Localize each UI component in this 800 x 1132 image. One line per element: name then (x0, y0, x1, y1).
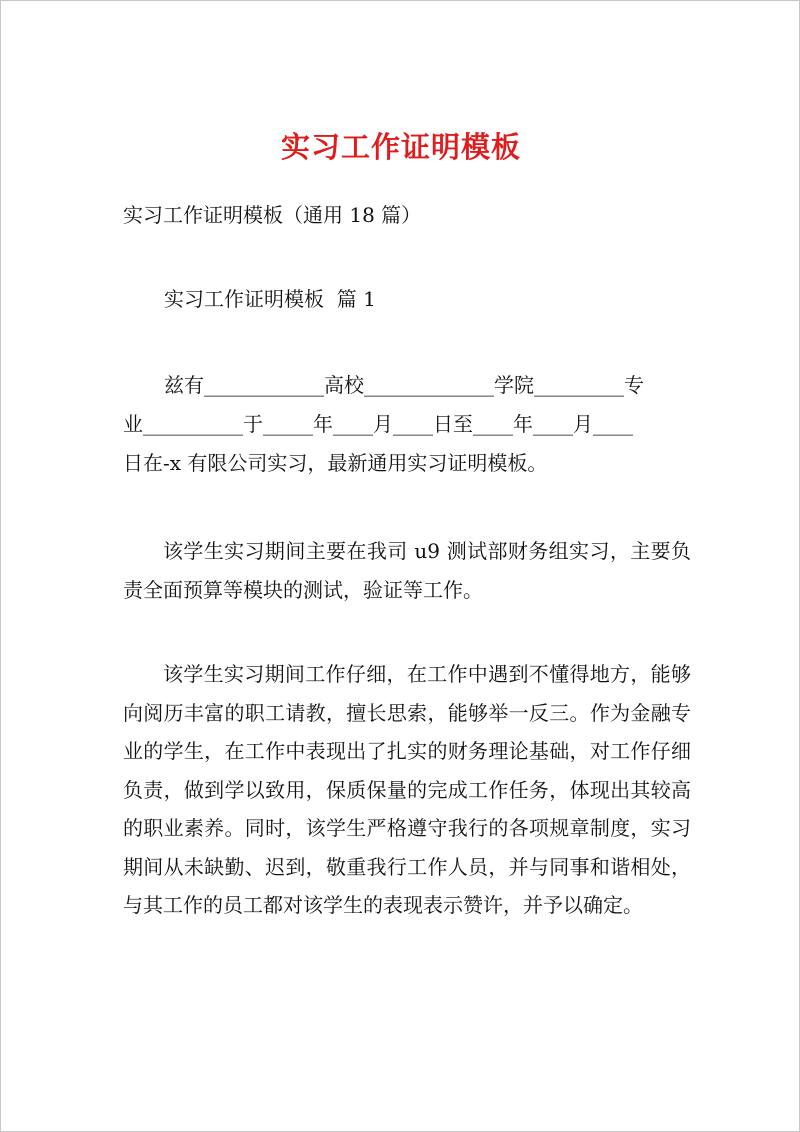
document-title: 实习工作证明模板 (280, 130, 521, 164)
fill-in-line-1: 兹有____________高校_____________学院_________专 (164, 373, 644, 397)
fill-in-line-3: 日在-x 有限公司实习，最新通用实习证明模板。 (123, 451, 548, 475)
section-heading: 实习工作证明模板 篇 1 (164, 287, 376, 311)
paragraph-1: 该学生实习期间主要在我司 u9 测试部财务组实习，主要负责全面预算等模块的测试，验证等工作。 (123, 539, 691, 602)
paragraph-2: 该学生实习期间工作仔细，在工作中遇到不懂得地方，能够向阅历丰富的职工请教，擅长思索，能够举一反三。作为金融专业的学生，在工作中表现出了扎实的财务理论基础，对工作仔细负责，做到学以致用，保质保量的完成工作任务，体现出其较高的职业素养。同时，该学生严格遵守我行的各项规章制度，实习期间从未缺勤、迟到，敬重我行工作人员，并与同事和谐相处，与其工作的员工都对该学生的表现表示赞许，并予以确定。 (123, 662, 691, 917)
document-subtitle: 实习工作证明模板（通用 18 篇） (123, 203, 422, 227)
fill-in-line-2: 业__________于_____年____月____日至____年____月____ (123, 412, 633, 436)
